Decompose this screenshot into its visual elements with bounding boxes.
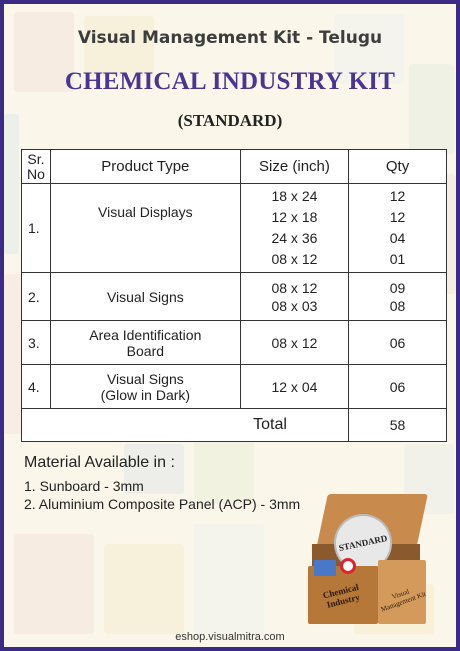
row-qty: 06 (349, 365, 447, 409)
row-sizes (240, 273, 348, 321)
row-sizes: 08 x 12 (240, 321, 348, 365)
table-total-row (22, 409, 447, 442)
table-row (22, 365, 447, 409)
material-heading: Material Available in : (24, 454, 175, 471)
table-row (22, 273, 447, 321)
product-line: (Glow in Dark) (100, 386, 191, 403)
total-value: 58 (349, 409, 447, 442)
qty-value: 12 (389, 188, 406, 204)
row-qty (349, 184, 447, 273)
row-sr-no: 1. (22, 184, 51, 273)
row-sr-no: 2. (22, 273, 51, 321)
box-front-label: Chemical Industry (321, 581, 361, 610)
row-sizes: 12 x 04 (240, 365, 348, 409)
column-header-qty: Qty (349, 150, 447, 184)
size-value: 18 x 24 (271, 188, 318, 204)
qty-value: 08 (389, 297, 406, 314)
no-phone-sign-icon (340, 558, 356, 574)
row-sr-no: 3. (22, 321, 51, 365)
total-label (22, 409, 349, 442)
row-sr-no: 4. (22, 365, 51, 409)
list-item: 1. Sunboard - 3mm (24, 478, 144, 494)
row-product-type (50, 365, 240, 409)
size-value: 08 x 03 (271, 297, 318, 314)
row-qty: 06 (349, 321, 447, 365)
column-header-product-type: Product Type (50, 150, 240, 184)
table-row (22, 184, 447, 273)
size-value: 12 x 18 (271, 209, 318, 225)
product-line: Visual Signs (106, 370, 184, 387)
poster-thumbnail (314, 560, 336, 576)
row-product-type: Visual Displays (50, 184, 240, 273)
material-list (24, 477, 300, 513)
column-header-sr-no: Sr. No (22, 150, 51, 184)
total-label-text: Total (253, 416, 287, 433)
qty-value: 09 (389, 279, 406, 296)
table-row (22, 321, 447, 365)
product-line: Area Identification (89, 326, 202, 343)
qty-value: 12 (389, 209, 406, 225)
size-value: 24 x 36 (271, 230, 318, 246)
table-header-row (22, 150, 447, 184)
box-side-label: Visual Management Kit (379, 587, 427, 614)
kit-box-illustration (300, 494, 430, 629)
product-line: Board (126, 342, 165, 359)
row-product-type (50, 321, 240, 365)
kit-variant-subtitle: (STANDARD) (177, 111, 283, 130)
list-item: 2. Aluminium Composite Panel (ACP) - 3mm (24, 496, 301, 512)
row-sizes (240, 184, 348, 273)
row-product-type: Visual Signs (50, 273, 240, 321)
size-value: 08 x 12 (271, 251, 318, 267)
row-qty (349, 273, 447, 321)
page-title: CHEMICAL INDUSTRY KIT (64, 68, 396, 95)
size-value: 08 x 12 (271, 279, 318, 296)
kit-contents-table (21, 149, 447, 442)
column-header-size: Size (inch) (240, 150, 348, 184)
footer-url: eshop.visualmitra.com (175, 631, 285, 643)
kit-title: Visual Management Kit - Telugu (77, 28, 383, 48)
qty-value: 04 (389, 230, 406, 246)
standard-sticker: STANDARD (329, 509, 398, 578)
qty-value: 01 (389, 251, 406, 267)
